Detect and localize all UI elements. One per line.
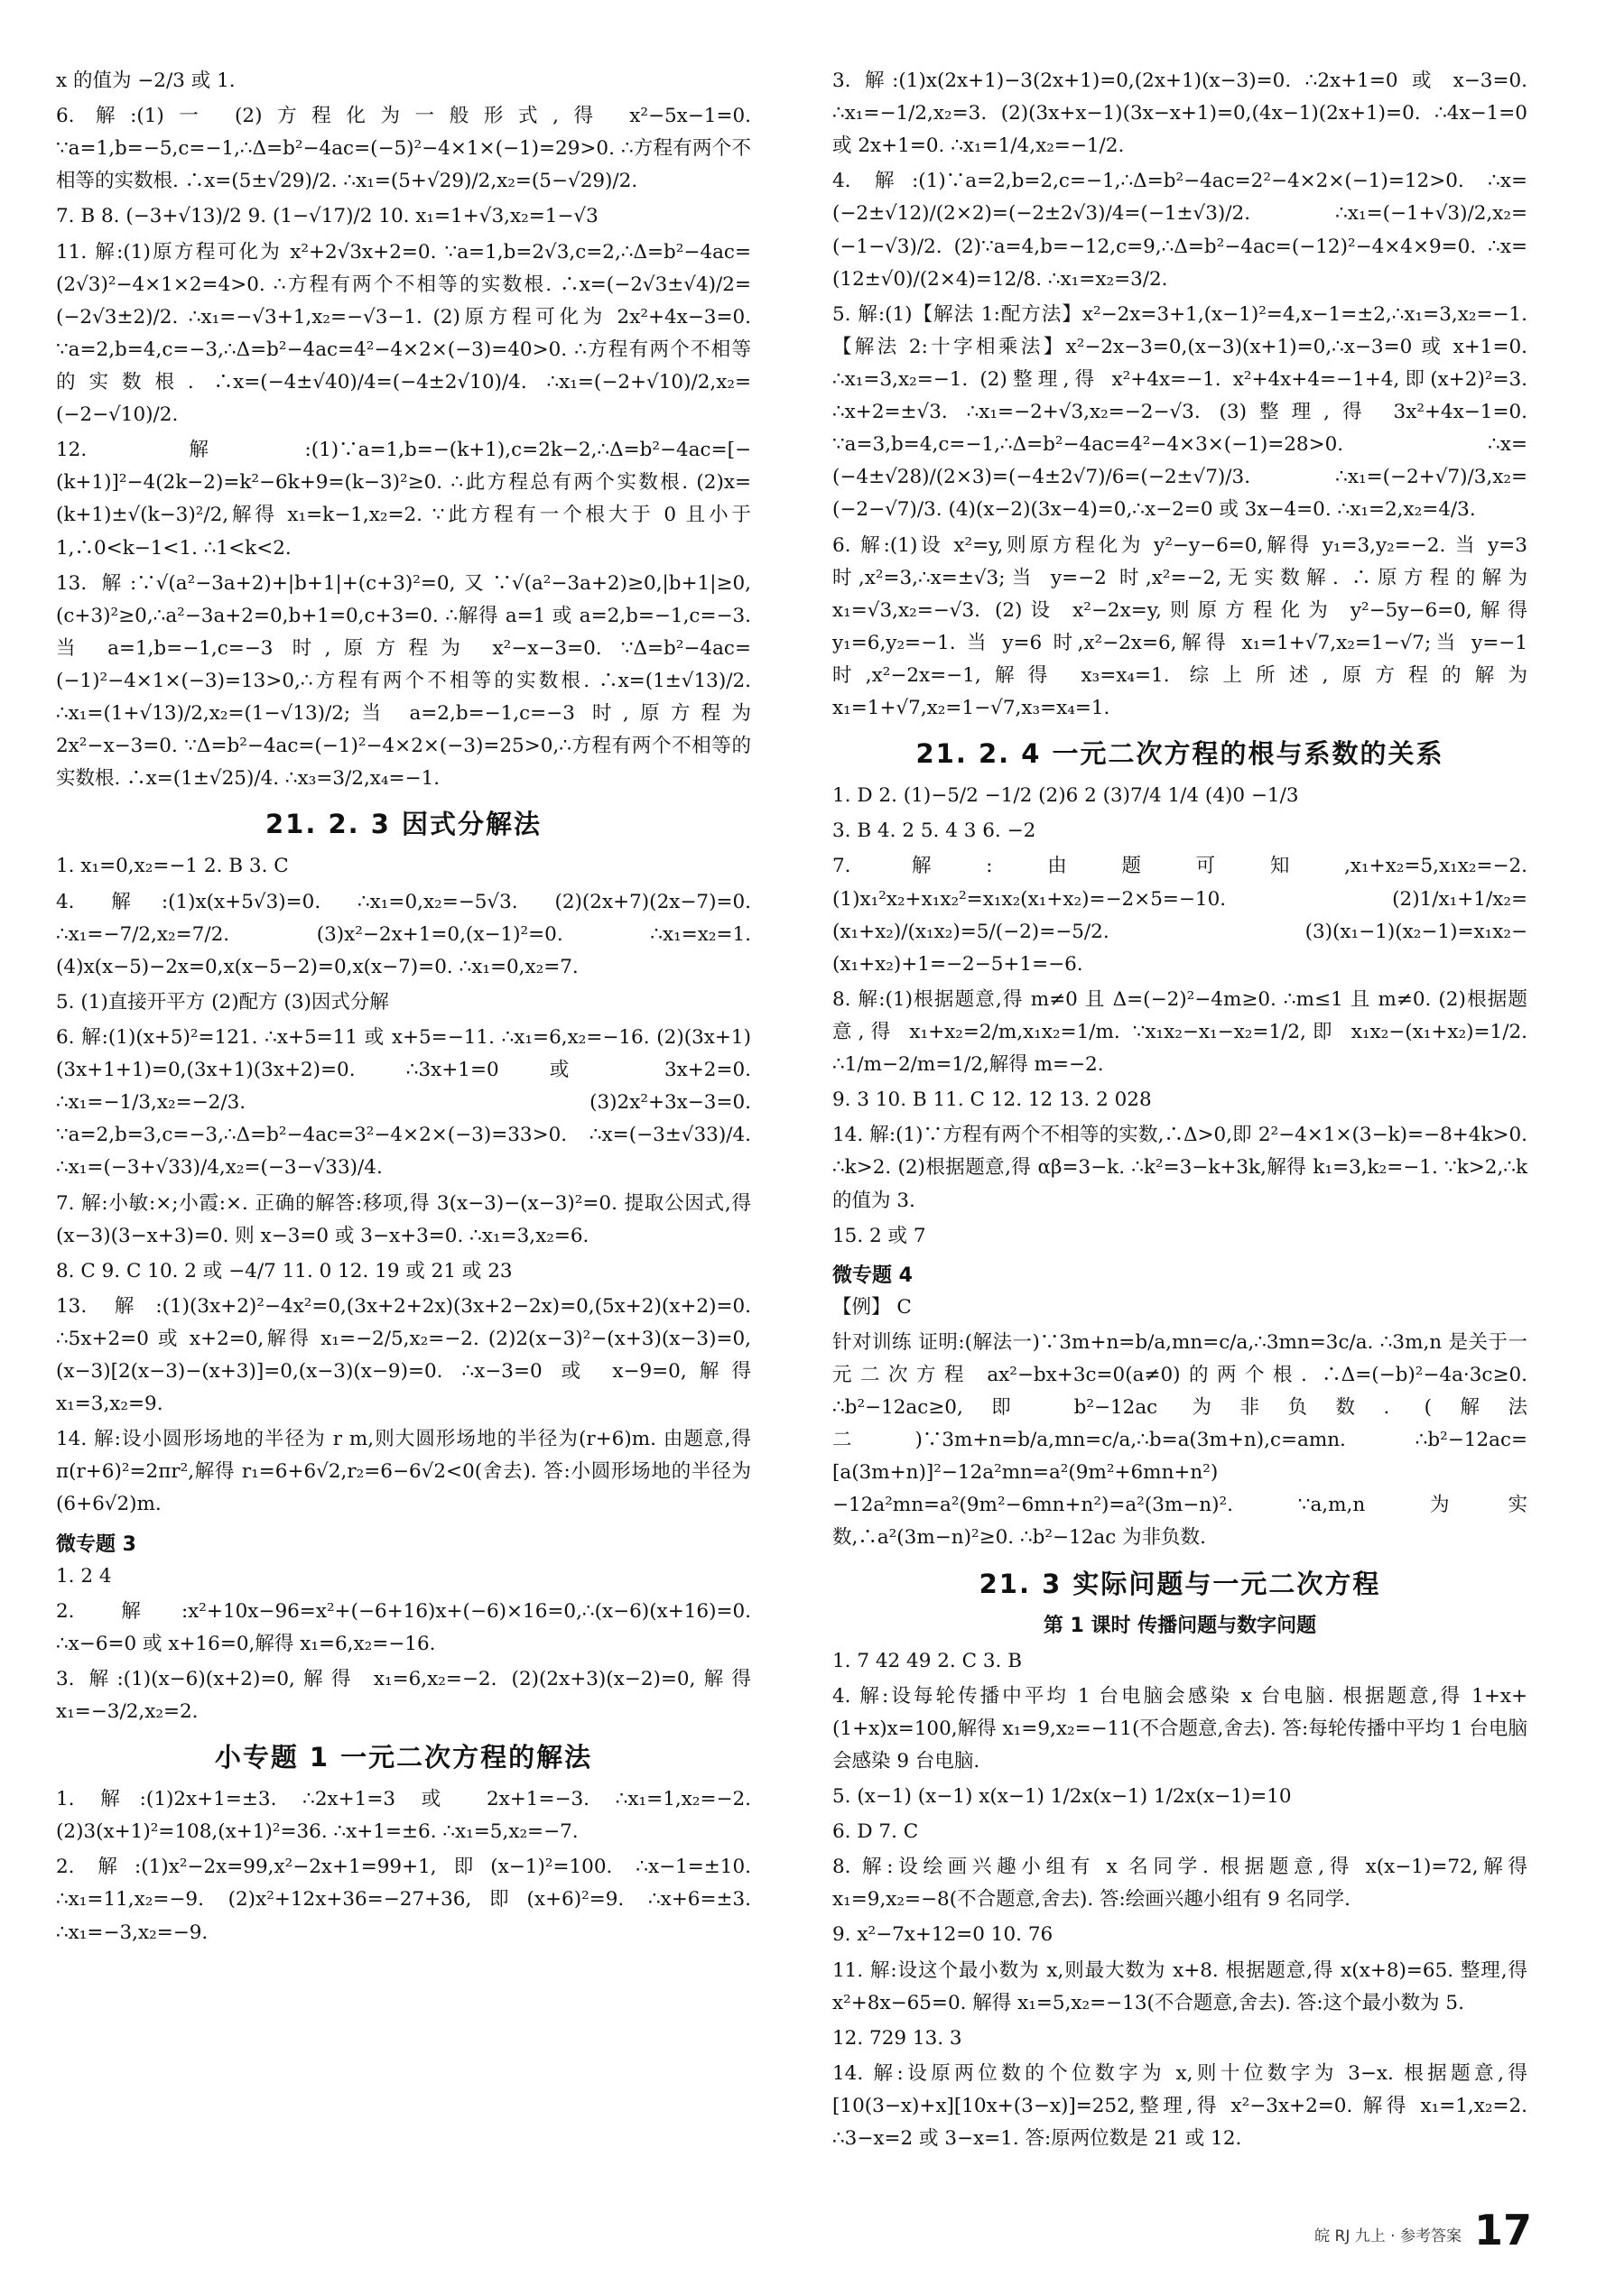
left-column (56, 65, 751, 1952)
answer-paragraph: 14. 解:(1)∵方程有两个不相等的实数,∴Δ>0,即 2²−4×1×(3−k)=−8+4k>0. ∴k>2. (2)根据题意,得 αβ=3−k. ∴k²=3−k+3k,解得 k₁=3,k₂=−1. ∵k>2,∴k 的值为 3. (832, 1124, 1527, 1212)
answer-paragraph: 3. 解:(1)(x−6)(x+2)=0,解得 x₁=6,x₂=−2. (2)(2x+3)(x−2)=0,解得 x₁=−3/2,x₂=2. (56, 1667, 751, 1724)
answer-paragraph: 【例】 C (832, 1295, 912, 1319)
answer-paragraph: 8. 解:设绘画兴趣小组有 x 名同学. 根据题意,得 x(x−1)=72,解得 x₁=9,x₂=−8(不合题意,舍去). 答:绘画兴趣小组有 9 名同学. (832, 1856, 1527, 1912)
answer-paragraph: 1. x₁=0,x₂=−1 2. B 3. C (56, 855, 289, 878)
answer-paragraph: 3. B 4. 2 5. 4 3 6. −2 (832, 819, 1036, 843)
answer-paragraph: x 的值为 −2/3 或 1. (56, 69, 236, 92)
section-heading: 21. 3 实际问题与一元二次方程 (979, 1568, 1381, 1599)
answer-paragraph: 6. D 7. C (832, 1820, 919, 1844)
answer-paragraph: 6. 解:(1)(x+5)²=121. ∴x+5=11 或 x+5=−11. ∴x₁=6,x₂=−16. (2)(3x+1)(3x+1+1)=0,(3x+1)(3x+2)=0. ∴3x+1=0 或 3x+2=0. ∴x₁=−1/3,x₂=−2/3. (3)2x²+3x−3=0. ∵a=2,b=3,c=−3,∴Δ=b²−4ac=3²−4×2×(−3)=33>0. ∴x=(−3±√33)/4. ∴x₁=(−3+√33)/4,x₂=(−3−√33)/4. (56, 1025, 751, 1180)
answer-paragraph: 5. (1)直接开平方 (2)配方 (3)因式分解 (56, 990, 389, 1014)
answer-paragraph: 6. 解:(1)设 x²=y,则原方程化为 y²−y−6=0,解得 y₁=3,y₂=−2. 当 y=3 时,x²=3,∴x=±√3;当 y=−2 时,x²=−2,无实数解. ∴原方程的解为 x₁=√3,x₂=−√3. (2)设 x²−2x=y,则原方程化为 y²−5y−6=0,解得 y₁=6,y₂=−1. 当 y=6 时,x²−2x=6,解得 x₁=1+√7,x₂=1−√7;当 y=−1 时,x²−2x=−1,解得 x₃=x₄=1. 综上所述,原方程的解为 x₁=1+√7,x₂=1−√7,x₃=x₄=1. (832, 533, 1527, 720)
answer-paragraph: 12. 729 13. 3 (832, 2026, 962, 2050)
answer-paragraph: 14. 解:设原两位数的个位数字为 x,则十位数字为 3−x. 根据题意,得 [10(3−x)+x][10x+(3−x)]=252,整理,得 x²−3x+2=0. 解得 x₁=1,x₂=2. ∴3−x=2 或 3−x=1. 答:原两位数是 21 或 12. (832, 2061, 1527, 2151)
answer-paragraph: 14. 解:设小圆形场地的半径为 r m,则大圆形场地的半径为(r+6)m. 由题意,得 π(r+6)²=2πr²,解得 r₁=6+6√2,r₂=6−6√2<0(舍去). 答:小圆形场地的半径为(6+6√2)m. (56, 1428, 751, 1516)
answer-paragraph: 7. B 8. (−3+√13)/2 9. (1−√17)/2 10. x₁=1+√3,x₂=1−√3 (56, 205, 599, 228)
section-heading: 21. 2. 3 因式分解法 (265, 809, 543, 840)
answer-paragraph: 5. (x−1) (x−1) x(x−1) 1/2x(x−1) 1/2x(x−1)=10 (832, 1785, 1292, 1809)
subsection-heading: 微专题 3 (56, 1532, 136, 1556)
answer-paragraph: 11. 解:(1)原方程可化为 x²+2√3x+2=0. ∵a=1,b=2√3,c=2,∴Δ=b²−4ac=(2√3)²−4×1×2=4>0. ∴方程有两个不相等的实数根. ∴x=(−2√3±√4)/2=(−2√3±2)/2. ∴x₁=−√3+1,x₂=−√3−1. (2)原方程可化为 2x²+4x−3=0. ∵a=2,b=4,c=−3,∴Δ=b²−4ac=4²−4×2×(−3)=40>0. ∴方程有两个不相等的实数根. ∴x=(−4±√40)/4=(−4±2√10)/4. ∴x₁=(−2+√10)/2,x₂=(−2−√10)/2. (56, 240, 751, 427)
subsection-heading: 微专题 4 (832, 1264, 913, 1287)
answer-paragraph: 4. 解:设每轮传播中平均 1 台电脑会感染 x 台电脑. 根据题意,得 1+x+(1+x)x=100,解得 x₁=9,x₂=−11(不合题意,舍去). 答:每轮传播中平均 1 台电脑会感染 9 台电脑. (832, 1684, 1527, 1773)
page-number: 17 (1473, 2206, 1532, 2254)
answer-paragraph: 15. 2 或 7 (832, 1224, 926, 1247)
answer-paragraph: 1. D 2. (1)−5/2 −1/2 (2)6 2 (3)7/4 1/4 (4)0 −1/3 (832, 784, 1299, 808)
footer-label: 皖 RJ 九上 · 参考答案 (1314, 2227, 1462, 2245)
page-footer (1314, 2206, 1532, 2254)
answer-paragraph: 8. C 9. C 10. 2 或 −4/7 11. 0 12. 19 或 21 或 23 (56, 1259, 513, 1282)
answer-paragraph: 7. 解:小敏:×;小霞:×. 正确的解答:移项,得 3(x−3)−(x−3)²=0. 提取公因式,得 (x−3)(3−x+3)=0. 则 x−3=0 或 3−x+3=0. ∴x₁=3,x₂=6. (56, 1191, 751, 1247)
answer-paragraph: 9. x²−7x+12=0 10. 76 (832, 1923, 1053, 1947)
lesson-heading: 第 1 课时 传播问题与数字问题 (1043, 1614, 1317, 1637)
section-heading: 小专题 1 一元二次方程的解法 (214, 1742, 593, 1773)
answer-paragraph: 3. 解:(1)x(2x+1)−3(2x+1)=0,(2x+1)(x−3)=0. ∴2x+1=0 或 x−3=0. ∴x₁=−1/2,x₂=3. (2)(3x+x−1)(3x−x+1)=0,(4x−1)(2x+1)=0. ∴4x−1=0 或 2x+1=0. ∴x₁=1/4,x₂=−1/2. (832, 69, 1527, 158)
answer-paragraph: 5. 解:(1)【解法 1:配方法】x²−2x=3+1,(x−1)²=4,x−1=±2,∴x₁=3,x₂=−1.【解法 2:十字相乘法】x²−2x−3=0,(x−3)(x+1)=0,∴x−3=0 或 x+1=0. ∴x₁=3,x₂=−1. (2)整理,得 x²+4x=−1. x²+4x+4=−1+4,即(x+2)²=3. ∴x+2=±√3. ∴x₁=−2+√3,x₂=−2−√3. (3)整理,得 3x²+4x−1=0. ∵a=3,b=4,c=−1,∴Δ=b²−4ac=4²−4×3×(−1)=28>0. ∴x=(−4±√28)/(2×3)=(−4±2√7)/6=(−2±√7)/3. ∴x₁=(−2+√7)/3,x₂=(−2−√7)/3. (4)(x−2)(3x−4)=0,∴x−2=0 或 3x−4=0. ∴x₁=2,x₂=4/3. (832, 302, 1527, 522)
answer-paragraph: 9. 3 10. B 11. C 12. 12 13. 2 028 (832, 1088, 1152, 1112)
answer-paragraph: 2. 解:x²+10x−96=x²+(−6+16)x+(−6)×16=0,∴(x−6)(x+16)=0. ∴x−6=0 或 x+16=0,解得 x₁=6,x₂=−16. (56, 1599, 751, 1655)
answer-paragraph: 2. 解:(1)x²−2x=99,x²−2x+1=99+1,即(x−1)²=100. ∴x−1=±10. ∴x₁=11,x₂=−9. (2)x²+12x+36=−27+36,即(x+6)²=9. ∴x+6=±3. ∴x₁=−3,x₂=−9. (56, 1856, 751, 1944)
answer-paragraph: 8. 解:(1)根据题意,得 m≠0 且 Δ=(−2)²−4m≥0. ∴m≤1 且 m≠0. (2)根据题意,得 x₁+x₂=2/m,x₁x₂=1/m. ∵x₁x₂−x₁−x₂=1/2,即 x₁x₂−(x₁+x₂)=1/2. ∴1/m−2/m=1/2,解得 m=−2. (832, 987, 1527, 1077)
answer-paragraph: 13. 解:∵√(a²−3a+2)+|b+1|+(c+3)²=0,又∵√(a²−3a+2)≥0,|b+1|≥0,(c+3)²≥0,∴a²−3a+2=0,b+1=0,c+3=0. ∴解得 a=1 或 a=2,b=−1,c=−3. 当 a=1,b=−1,c=−3 时,原方程为 x²−x−3=0. ∵Δ=b²−4ac=(−1)²−4×1×(−3)=13>0,∴方程有两个不相等的实数根. ∴x=(1±√13)/2. ∴x₁=(1+√13)/2,x₂=(1−√13)/2;当 a=2,b=−1,c=−3 时,原方程为 2x²−x−3=0. ∵Δ=b²−4ac=(−1)²−4×2×(−3)=25>0,∴方程有两个不相等的实数根. ∴x=(1±√25)/4. ∴x₃=3/2,x₄=−1. (56, 571, 751, 791)
answer-paragraph: 1. 解:(1)2x+1=±3. ∴2x+1=3 或 2x+1=−3. ∴x₁=1,x₂=−2. (2)3(x+1)²=108,(x+1)²=36. ∴x+1=±6. ∴x₁=5,x₂=−7. (56, 1788, 751, 1844)
answer-paragraph: 11. 解:设这个最小数为 x,则最大数为 x+8. 根据题意,得 x(x+8)=65. 整理,得 x²+8x−65=0. 解得 x₁=5,x₂=−13(不合题意,舍去). 答:这个最小数为 5. (832, 1958, 1527, 2014)
right-column (832, 65, 1527, 2158)
section-heading: 21. 2. 4 一元二次方程的根与系数的关系 (915, 738, 1444, 770)
answer-paragraph: 6. 解:(1)一 (2)方程化为一般形式,得 x²−5x−1=0. ∵a=1,b=−5,c=−1,∴Δ=b²−4ac=(−5)²−4×1×(−1)=29>0. ∴方程有两个不相等的实数根. ∴x=(5±√29)/2. ∴x₁=(5+√29)/2,x₂=(5−√29)/2. (56, 105, 751, 193)
answer-paragraph: 4. 解:(1)∵a=2,b=2,c=−1,∴Δ=b²−4ac=2²−4×2×(−1)=12>0. ∴x=(−2±√12)/(2×2)=(−2±2√3)/4=(−1±√3)/2. ∴x₁=(−1+√3)/2,x₂=(−1−√3)/2. (2)∵a=4,b=−12,c=9,∴Δ=b²−4ac=(−12)²−4×4×9=0. ∴x=(12±√0)/(2×4)=12/8. ∴x₁=x₂=3/2. (832, 170, 1527, 291)
answer-paragraph: 1. 2 4 (56, 1564, 112, 1588)
answer-paragraph: 7. 解:由题可知,x₁+x₂=5,x₁x₂=−2. (1)x₁²x₂+x₁x₂²=x₁x₂(x₁+x₂)=−2×5=−10. (2)1/x₁+1/x₂=(x₁+x₂)/(x₁x₂)=5/(−2)=−5/2. (3)(x₁−1)(x₂−1)=x₁x₂−(x₁+x₂)+1=−2−5+1=−6. (832, 855, 1527, 976)
answer-paragraph: 1. 7 42 49 2. C 3. B (832, 1649, 1023, 1672)
answer-paragraph: 4. 解:(1)x(x+5√3)=0. ∴x₁=0,x₂=−5√3. (2)(2x+7)(2x−7)=0. ∴x₁=−7/2,x₂=7/2. (3)x²−2x+1=0,(x−1)²=0. ∴x₁=x₂=1. (4)x(x−5)−2x=0,x(x−5−2)=0,x(x−7)=0. ∴x₁=0,x₂=7. (56, 890, 751, 978)
answer-paragraph: 13. 解:(1)(3x+2)²−4x²=0,(3x+2+2x)(3x+2−2x)=0,(5x+2)(x+2)=0. ∴5x+2=0 或 x+2=0,解得 x₁=−2/5,x₂=−2. (2)2(x−3)²−(x+3)(x−3)=0,(x−3)[2(x−3)−(x+3)]=0,(x−3)(x−9)=0. ∴x−3=0 或 x−9=0,解得 x₁=3,x₂=9. (56, 1294, 751, 1416)
answer-paragraph: 12. 解:(1)∵a=1,b=−(k+1),c=2k−2,∴Δ=b²−4ac=[−(k+1)]²−4(2k−2)=k²−6k+9=(k−3)²≥0. ∴此方程总有两个实数根. (2)x=(k+1)±√(k−3)²/2,解得 x₁=k−1,x₂=2. ∵此方程有一个根大于 0 且小于 1,∴0<k−1<1. ∴1<k<2. (56, 439, 751, 560)
answer-paragraph: 针对训练 证明:(解法一)∵3m+n=b/a,mn=c/a,∴3mn=3c/a. ∴3m,n 是关于一元二次方程 ax²−bx+3c=0(a≠0)的两个根. ∴Δ=(−b)²−4a·3c≥0. ∴b²−12ac≥0,即 b²−12ac 为非负数. (解法二)∵3m+n=b/a,mn=c/a,∴b=a(3m+n),c=amn. ∴b²−12ac=[a(3m+n)]²−12a²mn=a²(9m²+6mn+n²)−12a²mn=a²(9m²−6mn+n²)=a²(3m−n)². ∵a,m,n 为实数,∴a²(3m−n)²≥0. ∴b²−12ac 为非负数. (832, 1330, 1527, 1550)
